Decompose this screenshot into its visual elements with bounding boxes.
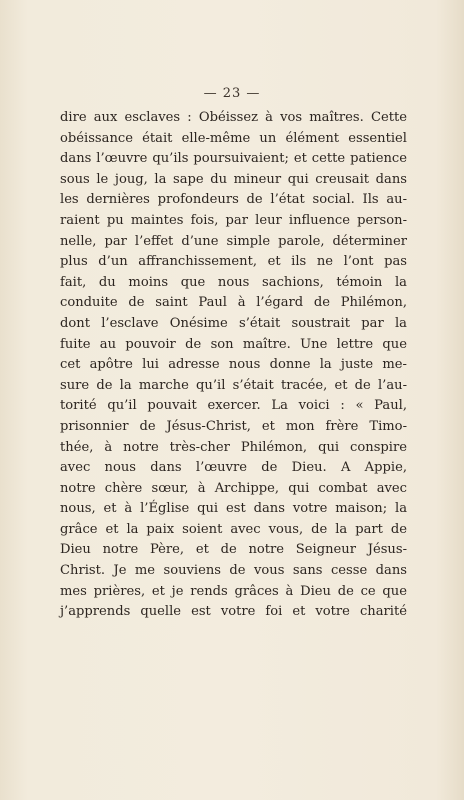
- text-line: plus d’un affranchissement, et ils ne l’ont pas: [60, 254, 407, 270]
- text-line: sure de la marche qu’il s’était tracée, et de l’au-: [60, 377, 407, 393]
- page-number: — 23 —: [203, 86, 261, 101]
- text-line: sous le joug, la sape du mineur qui creusait dans: [60, 171, 407, 187]
- text-line: conduite de saint Paul à l’égard de Philémon,: [60, 295, 407, 311]
- text-line: notre chère sœur, à Archippe, qui combat avec: [60, 480, 407, 496]
- text-line: nelle, par l’effet d’une simple parole, déterminer: [60, 233, 407, 249]
- text-line: les dernières profondeurs de l’état social. Ils au-: [60, 192, 407, 208]
- text-line: dans l’œuvre qu’ils poursuivaient; et cette patience: [60, 151, 407, 167]
- text-line: Dieu notre Père, et de notre Seigneur Jésus-: [60, 542, 407, 558]
- text-line: nous, et à l’Église qui est dans votre maison; la: [60, 501, 407, 517]
- text-line: mes prières, et je rends grâces à Dieu de ce que: [60, 583, 407, 599]
- text-line: dont l’esclave Onésime s’était soustrait par la: [60, 315, 407, 331]
- text-line: fait, du moins que nous sachions, témoin la: [60, 274, 407, 290]
- text-line: avec nous dans l’œuvre de Dieu. A Appie,: [60, 460, 407, 476]
- text-line: dire aux esclaves : Obéissez à vos maîtres. Cette: [60, 110, 407, 125]
- text-line: prisonnier de Jésus-Christ, et mon frère Timo-: [60, 418, 407, 434]
- text-line: obéissance était elle-même un élément essentiel: [60, 130, 407, 146]
- text-line: thée, à notre très-cher Philémon, qui conspire: [60, 439, 407, 455]
- text-line: j’apprends quelle est votre foi et votre charité: [60, 604, 407, 620]
- body-text: [60, 108, 407, 623]
- text-line: Christ. Je me souviens de vous sans cesse dans: [60, 563, 407, 579]
- text-line: torité qu’il pouvait exercer. La voici : « Paul,: [60, 398, 407, 414]
- text-line: cet apôtre lui adresse nous donne la juste me-: [60, 357, 407, 373]
- text-line: raient pu maintes fois, par leur influence person-: [60, 212, 407, 228]
- text-line: grâce et la paix soient avec vous, de la part de: [60, 521, 407, 537]
- text-line: fuite au pouvoir de son maître. Une lettre que: [60, 336, 407, 352]
